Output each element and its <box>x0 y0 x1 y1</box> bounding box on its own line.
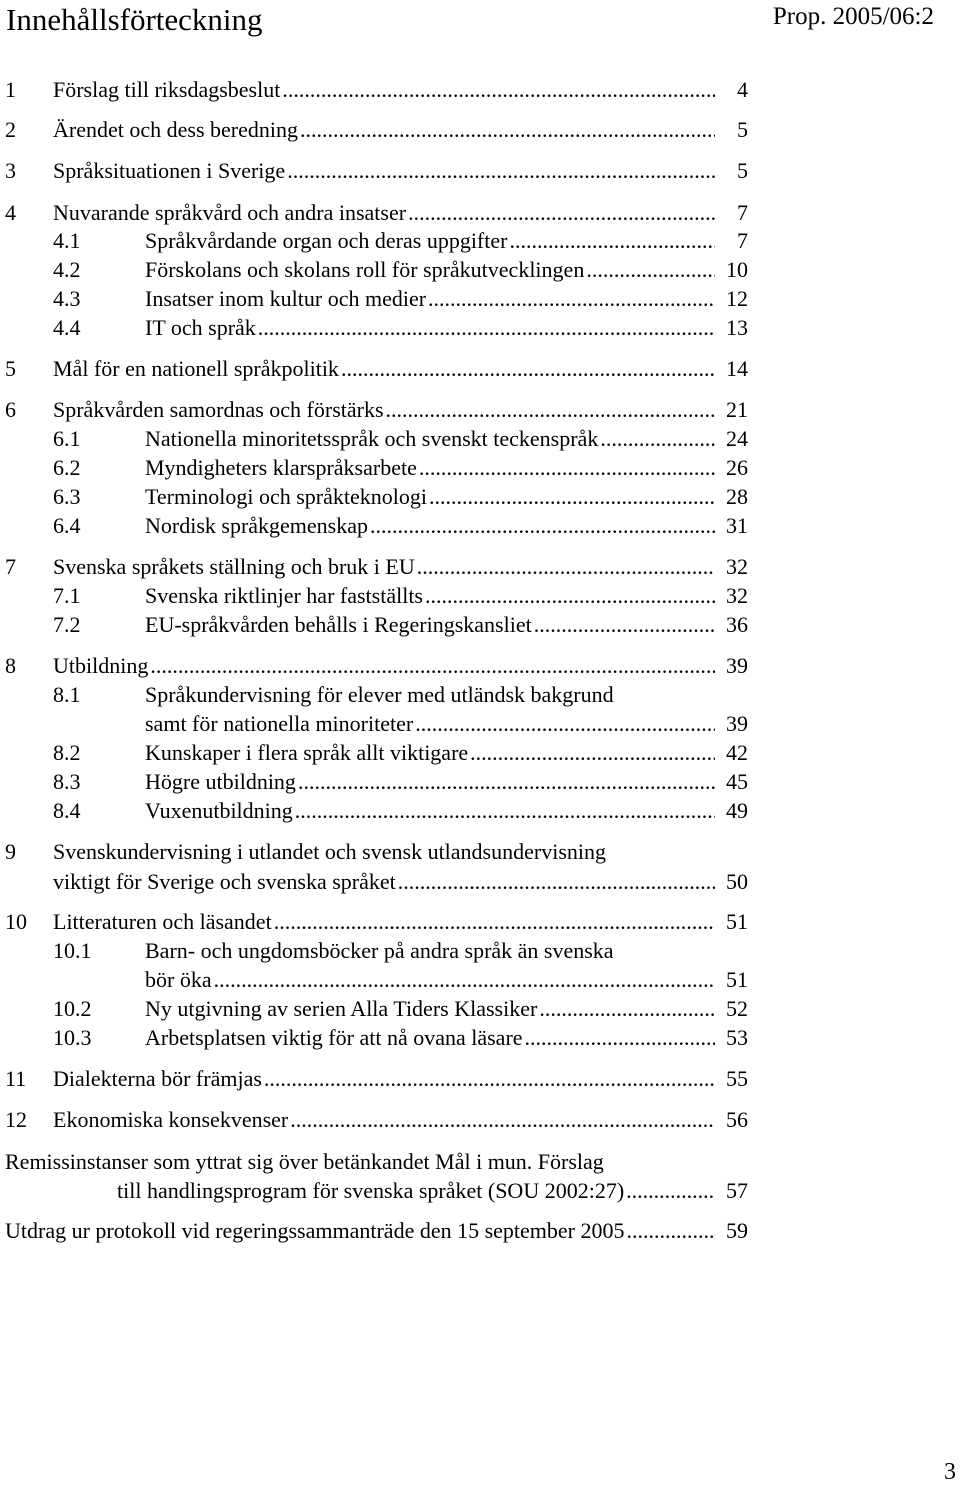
toc-number: 9 <box>5 839 16 864</box>
toc-page: 57 <box>715 1177 748 1205</box>
toc-page: 13 <box>715 314 748 342</box>
toc-title: Förslag till riksdagsbeslut ..... <box>53 76 743 104</box>
toc-title: Ärendet och dess beredning ..... <box>53 116 743 144</box>
toc-number: 4.1 <box>53 228 81 253</box>
toc-number: 12 <box>5 1107 27 1132</box>
toc-page: 32 <box>715 553 748 581</box>
toc-title: Svenska språkets ställning och bruk i EU ..... <box>53 553 743 581</box>
toc-number: 6.4 <box>53 513 81 538</box>
toc-page: 10 <box>715 256 748 284</box>
toc-page: 39 <box>715 710 748 738</box>
toc-number: 5 <box>5 356 16 381</box>
toc-page: 42 <box>715 739 748 767</box>
toc-number: 10 <box>5 909 27 934</box>
toc-page: 5 <box>715 116 748 144</box>
toc-page: 39 <box>715 652 748 680</box>
toc-title-line1: Barn- och ungdomsböcker på andra språk än svenska <box>145 938 614 963</box>
toc-title: Högre utbildning ..... <box>145 768 743 796</box>
toc-title: Utdrag ur protokoll vid regeringssammanträde den 15 september 2005 ..... <box>5 1217 743 1245</box>
toc-title: Förskolans och skolans roll för språkutvecklingen ..... <box>145 256 743 284</box>
toc-number: 10.1 <box>53 938 92 963</box>
toc-number: 7.1 <box>53 583 81 608</box>
toc-title: bör öka ..... <box>145 966 743 994</box>
toc-number: 8.4 <box>53 798 81 823</box>
toc-title: Ekonomiska konsekvenser ..... <box>53 1106 743 1134</box>
toc-page: 51 <box>715 908 748 936</box>
toc-page: 26 <box>715 454 748 482</box>
toc-number: 11 <box>5 1066 27 1091</box>
toc-page: 51 <box>715 966 748 994</box>
toc-page: 7 <box>715 227 748 255</box>
toc-number: 1 <box>5 77 16 102</box>
toc-page: 56 <box>715 1106 748 1134</box>
toc-title: Vuxenutbildning ..... <box>145 797 743 825</box>
toc-title-line1: Språkundervisning för elever med utländsk bakgrund <box>145 682 614 707</box>
toc-title: Litteraturen och läsandet ..... <box>53 908 743 936</box>
toc-number: 7 <box>5 554 16 579</box>
toc-number: 2 <box>5 117 16 142</box>
toc-page: 24 <box>715 425 748 453</box>
toc-page: 50 <box>715 868 748 896</box>
toc-title: Terminologi och språkteknologi ..... <box>145 483 743 511</box>
toc-title: Arbetsplatsen viktig för att nå ovana läsare ..... <box>145 1024 743 1052</box>
toc-number: 8.1 <box>53 682 81 707</box>
toc-number: 6 <box>5 397 16 422</box>
toc-title: EU-språkvården behålls i Regeringskansliet ..... <box>145 611 743 639</box>
toc-number: 10.3 <box>53 1025 92 1050</box>
toc-page: 45 <box>715 768 748 796</box>
toc-number: 10.2 <box>53 996 92 1021</box>
toc-number: 6.2 <box>53 455 81 480</box>
toc-title: Nordisk språkgemenskap ..... <box>145 512 743 540</box>
document-reference: Prop. 2005/06:2 <box>772 3 934 30</box>
toc-title: Nuvarande språkvård och andra insatser ..... <box>53 199 743 227</box>
toc-number: 8.2 <box>53 740 81 765</box>
toc-title: Nationella minoritetsspråk och svenskt teckenspråk ..... <box>145 425 743 453</box>
toc-number: 4.2 <box>53 257 81 282</box>
toc-page: 49 <box>715 797 748 825</box>
toc-page: 4 <box>715 76 748 104</box>
toc-title: viktigt för Sverige och svenska språket ..... <box>53 868 743 896</box>
toc-number: 8.3 <box>53 769 81 794</box>
toc-title: Språksituationen i Sverige ..... <box>53 157 743 185</box>
toc-page: 7 <box>715 199 748 227</box>
toc-title: Språkvården samordnas och förstärks ..... <box>53 396 743 424</box>
toc-title: Myndigheters klarspråksarbete ..... <box>145 454 743 482</box>
toc-page: 36 <box>715 611 748 639</box>
toc-page: 28 <box>715 483 748 511</box>
toc-number: 4.3 <box>53 286 81 311</box>
toc-page: 59 <box>715 1217 748 1245</box>
toc-title: Utbildning ..... <box>53 652 743 680</box>
toc-title-line1: Remissinstanser som yttrat sig över betänkandet Mål i mun. Förslag <box>5 1149 604 1174</box>
toc-title: IT och språk ..... <box>145 314 743 342</box>
toc-number: 3 <box>5 158 16 183</box>
toc-page: 32 <box>715 582 748 610</box>
toc-number: 7.2 <box>53 612 81 637</box>
toc-title: Dialekterna bör främjas ..... <box>53 1065 743 1093</box>
toc-page: 21 <box>715 396 748 424</box>
toc-title: Språkvårdande organ och deras uppgifter ..... <box>145 227 743 255</box>
toc-title: Ny utgivning av serien Alla Tiders Klassiker ..... <box>145 995 743 1023</box>
toc-title: Insatser inom kultur och medier ..... <box>145 285 743 313</box>
toc-title: Svenska riktlinjer har fastställts ..... <box>145 582 743 610</box>
page-number: 3 <box>944 1459 956 1485</box>
toc-page: 31 <box>715 512 748 540</box>
toc-title: Mål för en nationell språkpolitik ..... <box>53 355 743 383</box>
toc-page: 5 <box>715 157 748 185</box>
toc-number: 6.1 <box>53 426 81 451</box>
toc-page: 55 <box>715 1065 748 1093</box>
toc-number: 4 <box>5 200 16 225</box>
toc-title: till handlingsprogram för svenska språket (SOU 2002:27) ..... <box>117 1177 743 1205</box>
toc-page: 12 <box>715 285 748 313</box>
toc-number: 4.4 <box>53 315 81 340</box>
toc-number: 8 <box>5 653 16 678</box>
toc-page: 14 <box>715 355 748 383</box>
toc-page: 52 <box>715 995 748 1023</box>
page-title: Innehållsförteckning <box>6 2 263 37</box>
toc-page: 53 <box>715 1024 748 1052</box>
toc-title: samt för nationella minoriteter ..... <box>145 710 743 738</box>
toc-title: Kunskaper i flera språk allt viktigare ..... <box>145 739 743 767</box>
toc-number: 6.3 <box>53 484 81 509</box>
toc-title-line1: Svenskundervisning i utlandet och svensk utlandsundervisning <box>53 839 606 864</box>
